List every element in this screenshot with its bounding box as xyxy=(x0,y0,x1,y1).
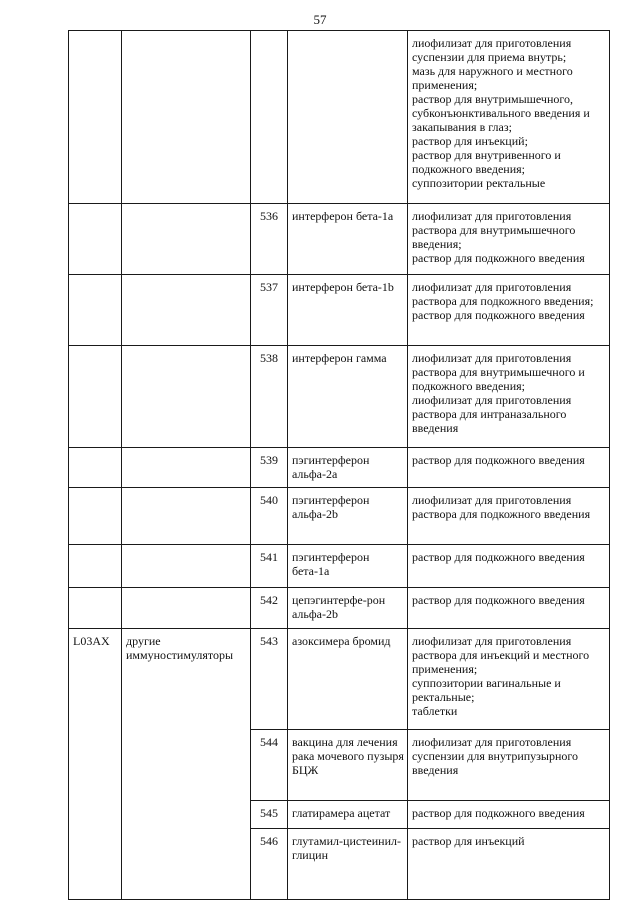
table-row xyxy=(69,275,610,346)
drug-name-cell: глутамил-цистеинил-глицин xyxy=(288,829,408,900)
atc-code-cell xyxy=(69,448,122,488)
group-cell: другие иммуностимуляторы xyxy=(122,629,251,900)
item-number-cell: 546 xyxy=(251,829,288,900)
dosage-forms-cell xyxy=(408,829,610,900)
atc-code-cell xyxy=(69,545,122,588)
table-row xyxy=(69,629,610,730)
dosage-form: раствор для инъекций xyxy=(412,834,525,848)
drug-name-cell: пэгинтерферон альфа-2b xyxy=(288,488,408,545)
item-number-cell: 545 xyxy=(251,801,288,829)
drug-name-cell xyxy=(288,31,408,204)
table-row xyxy=(69,488,610,545)
dosage-form: таблетки xyxy=(412,704,458,718)
group-cell xyxy=(122,588,251,629)
group-cell xyxy=(122,488,251,545)
dosage-form: раствор для подкожного введения xyxy=(412,308,585,322)
drug-name-cell: глатирамера ацетат xyxy=(288,801,408,829)
item-number-cell: 539 xyxy=(251,448,288,488)
drug-name-cell: пэгинтерферон бета-1а xyxy=(288,545,408,588)
drug-name-cell: цепэгинтерфе-рон альфа-2b xyxy=(288,588,408,629)
group-cell xyxy=(122,346,251,448)
item-number-cell: 543 xyxy=(251,629,288,730)
atc-code-cell xyxy=(69,204,122,275)
table-row xyxy=(69,545,610,588)
dosage-form: раствор для подкожного введения xyxy=(412,550,585,564)
item-number-cell: 541 xyxy=(251,545,288,588)
group-cell xyxy=(122,31,251,204)
page-number: 57 xyxy=(313,12,327,27)
atc-code-cell xyxy=(69,588,122,629)
dosage-forms-cell xyxy=(408,545,610,588)
item-number-cell: 542 xyxy=(251,588,288,629)
dosage-form: раствор для внутривенного и подкожного введения; xyxy=(412,148,561,176)
item-number-cell: 544 xyxy=(251,730,288,801)
drug-name-cell: интерферон бета-1b xyxy=(288,275,408,346)
dosage-forms-cell xyxy=(408,275,610,346)
dosage-form: раствор для подкожного введения xyxy=(412,251,585,265)
dosage-forms-cell xyxy=(408,801,610,829)
table-row xyxy=(69,204,610,275)
dosage-form: суппозитории вагинальные и ректальные; xyxy=(412,676,561,704)
atc-code-cell: L03AX xyxy=(69,629,122,900)
item-number-cell: 540 xyxy=(251,488,288,545)
dosage-form: раствор для подкожного введения xyxy=(412,453,585,467)
drug-name-cell: вакцина для лечения рака мочевого пузыря БЦЖ xyxy=(288,730,408,801)
atc-code-cell xyxy=(69,346,122,448)
group-cell xyxy=(122,204,251,275)
dosage-form: раствор для инъекций; xyxy=(412,134,528,148)
table-row xyxy=(69,448,610,488)
dosage-form: лиофилизат для приготовления раствора для внутримышечного введения; xyxy=(412,209,576,251)
dosage-forms-cell xyxy=(408,204,610,275)
table-row xyxy=(69,31,610,204)
item-number-cell: 536 xyxy=(251,204,288,275)
drug-name-cell: пэгинтерферон альфа-2а xyxy=(288,448,408,488)
dosage-form: лиофилизат для приготовления раствора для подкожного введения xyxy=(412,493,591,521)
dosage-forms-cell xyxy=(408,448,610,488)
dosage-forms-cell xyxy=(408,488,610,545)
drug-name-cell: азоксимера бромид xyxy=(288,629,408,730)
group-cell xyxy=(122,275,251,346)
dosage-form: лиофилизат для приготовления раствора для интраназального введения xyxy=(412,393,572,435)
dosage-forms-cell xyxy=(408,588,610,629)
item-number-cell: 538 xyxy=(251,346,288,448)
group-cell xyxy=(122,448,251,488)
table-row xyxy=(69,346,610,448)
dosage-form: лиофилизат для приготовления раствора для инъекций и местного применения; xyxy=(412,634,590,676)
dosage-form: мазь для наружного и местного применения; xyxy=(412,64,573,92)
dosage-form: лиофилизат для приготовления раствора для внутримышечного и подкожного введения; xyxy=(412,351,585,393)
dosage-forms-cell xyxy=(408,31,610,204)
dosage-forms-cell xyxy=(408,629,610,730)
drug-name-cell: интерферон бета-1а xyxy=(288,204,408,275)
dosage-form: раствор для подкожного введения xyxy=(412,593,585,607)
drug-name-cell: интерферон гамма xyxy=(288,346,408,448)
table-row xyxy=(69,588,610,629)
dosage-form: раствор для подкожного введения xyxy=(412,806,585,820)
group-cell xyxy=(122,545,251,588)
dosage-forms-cell xyxy=(408,346,610,448)
atc-code-cell xyxy=(69,488,122,545)
atc-code-cell xyxy=(69,275,122,346)
dosage-form: лиофилизат для приготовления раствора для подкожного введения; xyxy=(412,280,594,308)
dosage-form: суппозитории ректальные xyxy=(412,176,546,190)
atc-code-cell xyxy=(69,31,122,204)
dosage-forms-cell xyxy=(408,730,610,801)
item-number-cell: 537 xyxy=(251,275,288,346)
dosage-form: лиофилизат для приготовления суспензии для приема внутрь; xyxy=(412,36,572,64)
drug-table xyxy=(68,30,610,900)
item-number-cell xyxy=(251,31,288,204)
dosage-form: лиофилизат для приготовления суспензии для внутрипузырного введения xyxy=(412,735,579,777)
dosage-form: раствор для внутримышечного, субконъюнктивального введения и закапывания в глаз; xyxy=(412,92,590,134)
